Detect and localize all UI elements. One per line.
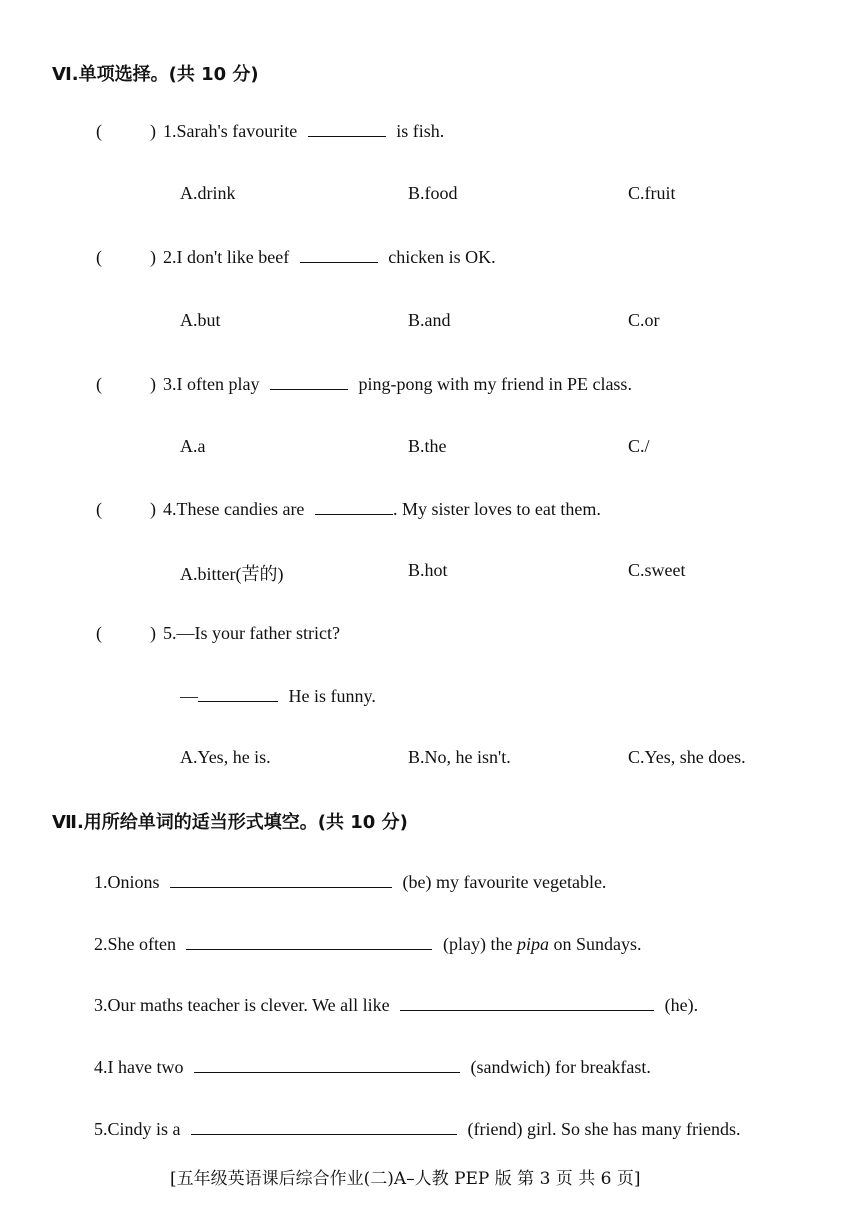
option-c: C.fruit [628,183,676,203]
option-a: A.drink [180,183,236,203]
fill-item-1 [94,872,606,893]
question-post: ping-pong with my friend in PE class. [358,374,632,394]
question-number: 2. [163,247,177,267]
answer-paren-open: ( [96,121,102,141]
option-b: B.and [408,310,451,330]
answer-blank[interactable] [300,248,378,263]
item-post: . [693,995,699,1015]
answer-blank[interactable] [198,687,278,702]
question-4-stem [163,499,601,520]
section-6-title: Ⅵ.单项选择。(共 10 分) [52,64,259,85]
option-a: A.Yes, he is. [180,747,271,767]
option-b: B.No, he isn't. [408,747,511,767]
option-a: A.a [180,436,206,456]
answer-blank[interactable] [194,1058,460,1073]
answer-blank[interactable] [270,375,348,390]
question-number: 4. [163,499,177,519]
answer-paren-close: ) [150,247,156,267]
fill-item-2 [94,934,642,955]
option-c: C.or [628,310,660,330]
item-post: girl. So she has many friends. [526,1119,741,1139]
answer-blank[interactable] [308,122,386,137]
question-post: chicken is OK. [388,247,496,267]
item-pre: 4.I have two [94,1057,184,1077]
question-1-stem [163,121,444,142]
item-post-b: on Sundays. [553,934,642,954]
item-post-italic: pipa [516,934,549,954]
question-number: 3. [163,374,177,394]
answer-blank[interactable] [186,935,432,950]
option-b: B.food [408,183,458,203]
section-7-title: Ⅶ.用所给单词的适当形式填空。(共 10 分) [52,812,408,833]
item-pre: 5.Cindy is a [94,1119,181,1139]
item-post: my favourite vegetable. [436,872,607,892]
item-hint: (sandwich) [470,1057,551,1077]
answer-blank[interactable] [191,1120,457,1135]
option-c: C./ [628,436,650,456]
answer-paren-close: ) [150,374,156,394]
answer-blank[interactable] [170,873,392,888]
question-pre: Sarah's favourite [176,121,298,141]
question-2-stem [163,247,496,268]
option-a: A.but [180,310,221,330]
option-c: C.sweet [628,560,686,580]
reply-post: He is funny. [288,686,376,706]
fill-item-5 [94,1119,740,1140]
item-hint: (be) [402,872,432,892]
option-b: B.hot [408,560,448,580]
item-hint: (he) [664,995,694,1015]
option-a: A.bitter(苦的) [180,564,284,584]
page-footer: [五年级英语课后综合作业(二)A–人教 PEP 版 第 3 页 共 6 页] [170,1169,641,1189]
fill-item-3 [94,995,698,1016]
option-c: C.Yes, she does. [628,747,746,767]
answer-paren-close: ) [150,121,156,141]
item-pre: 1.Onions [94,872,160,892]
question-pre: I don't like beef [176,247,290,267]
question-number: 5. [163,623,177,643]
question-3-stem [163,374,632,395]
item-post: for breakfast. [554,1057,651,1077]
fill-item-4 [94,1057,651,1078]
question-number: 1. [163,121,177,141]
answer-paren-open: ( [96,374,102,394]
item-hint: (play) [442,934,486,954]
item-post-a: the [490,934,513,954]
question-pre: I often play [176,374,260,394]
answer-blank[interactable] [400,996,654,1011]
question-post: is fish. [396,121,445,141]
question-5-stem [163,623,340,644]
answer-paren-close: ) [150,499,156,519]
question-post: . My sister loves to eat them. [392,499,601,519]
answer-paren-open: ( [96,623,102,643]
item-pre: 2.She often [94,934,176,954]
option-b: B.the [408,436,447,456]
answer-paren-open: ( [96,247,102,267]
reply-dash: — [180,686,198,706]
question-pre: These candies are [176,499,305,519]
answer-blank[interactable] [315,500,393,515]
question-pre: —Is your father strict? [176,623,340,643]
question-5-reply [180,686,376,707]
item-hint: (friend) [467,1119,523,1139]
answer-paren-open: ( [96,499,102,519]
answer-paren-close: ) [150,623,156,643]
item-pre: 3.Our maths teacher is clever. We all like [94,995,390,1015]
